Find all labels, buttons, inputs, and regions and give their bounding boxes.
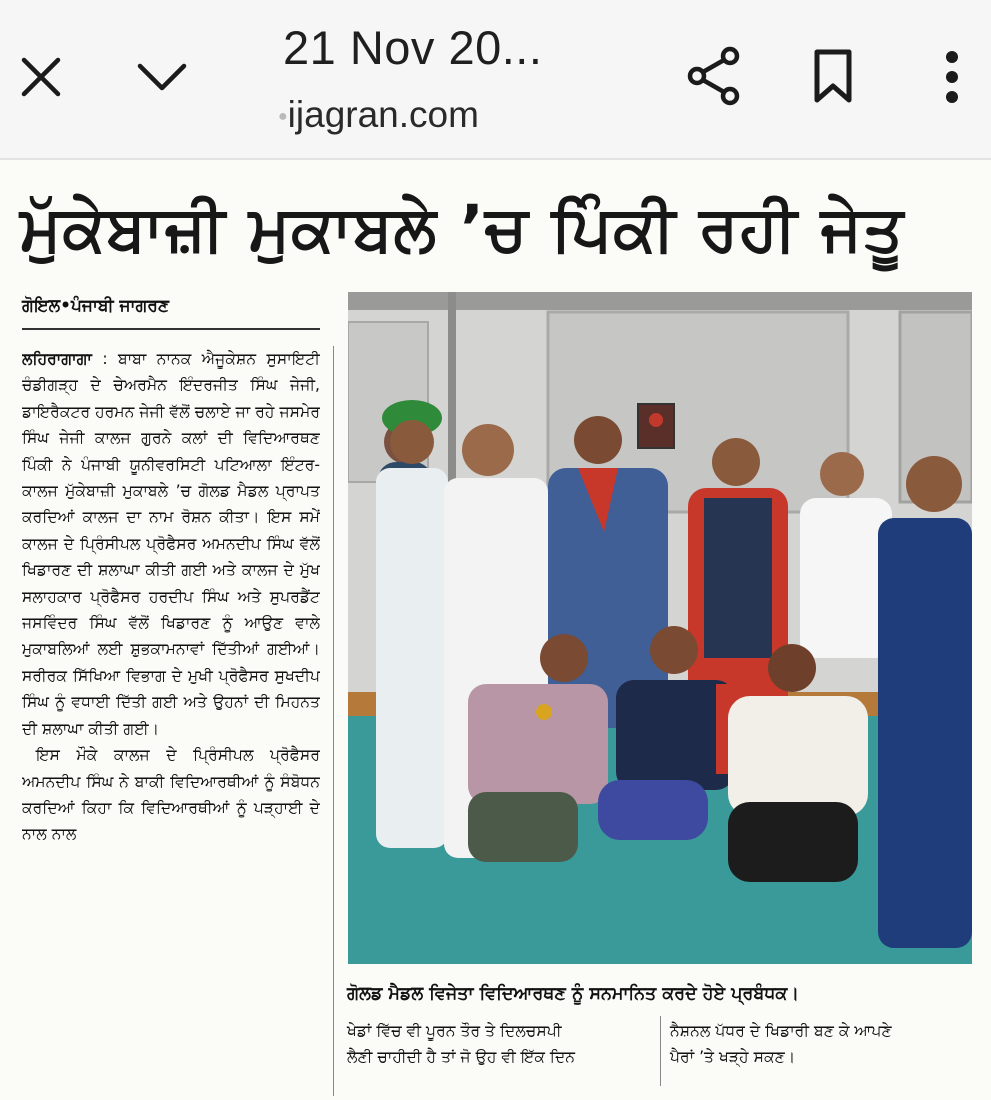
bookmark-icon xyxy=(813,48,853,104)
byline-divider xyxy=(22,328,320,330)
column-divider-2 xyxy=(660,1016,661,1086)
photo-caption: ਗੋਲਡ ਮੈਡਲ ਵਿਜੇਤਾ ਵਿਦਿਆਰਥਣ ਨੂੰ ਸਨਮਾਨਿਤ ਕਰਦੇ ਹੋਏ ਪ੍ਰਬੰਧਕ। xyxy=(347,984,800,1004)
more-options-button[interactable] xyxy=(932,46,972,108)
column-3-line-1: ਨੈਸ਼ਨਲ ਪੱਧਰ ਦੇ ਖਿਡਾਰੀ ਬਣ ਕੇ ਆਪਣੇ xyxy=(670,1022,892,1040)
dateline: ਲਹਿਰਾਗਾਗਾ xyxy=(22,350,92,368)
share-icon xyxy=(686,46,742,106)
close-icon xyxy=(20,56,62,98)
collapse-button[interactable] xyxy=(132,50,192,104)
newspaper-clipping xyxy=(0,160,991,1100)
article-headline: ਮੁੱਕੇਬਾਜ਼ੀ ਮੁਕਾਬਲੇ ’ਚ ਪਿੰਕੀ ਰਹੀ ਜੇਤੂ xyxy=(20,192,905,265)
more-vert-icon xyxy=(944,49,960,105)
browser-toolbar xyxy=(0,0,991,160)
column-2-line-1: ਖੇਡਾਂ ਵਿੱਚ ਵੀ ਪੂਰਨ ਤੌਰ ਤੇ ਦਿਲਚਸਪੀ xyxy=(347,1022,562,1040)
article-photo xyxy=(348,292,972,964)
bookmark-button[interactable] xyxy=(806,44,860,108)
article-paragraph-2: ਇਸ ਮੌਕੇ ਕਾਲਜ ਦੇ ਪ੍ਰਿੰਸੀਪਲ ਪ੍ਰੋਫੈਸਰ ਅਮਨਦੀਪ ਸਿੰਘ ਨੇ ਬਾਕੀ ਵਿਦਿਆਰਥੀਆਂ ਨੂੰ ਸੰਬੋਧਨ ਕਰਦਿਆਂ ਕਿਹਾ ਕਿ ਵਿਦਿਆਰਥੀਆਂ ਨੂੰ ਪੜ੍ਹਾਈ ਦੇ ਨਾਲ ਨਾਲ xyxy=(22,746,320,844)
url-text: ijagran.com xyxy=(287,94,479,135)
column-3-line-2: ਪੈਰਾਂ ’ਤੇ ਖੜ੍ਹੇ ਸਕਣ। xyxy=(670,1048,796,1067)
article-byline: ਗੋਇਲ•ਪੰਜਾਬੀ ਜਾਗਰਣ xyxy=(22,296,169,316)
group-photo xyxy=(348,292,972,964)
article-column-2 xyxy=(347,1018,652,1071)
close-button[interactable] xyxy=(14,50,68,104)
share-button[interactable] xyxy=(682,42,746,110)
chevron-down-icon xyxy=(136,62,188,92)
paragraph-1-text: : ਬਾਬਾ ਨਾਨਕ ਐਜੂਕੇਸ਼ਨ ਸੁਸਾਇਟੀ ਚੰਡੀਗੜ੍ਹ ਦੇ ਚੇਅਰਮੈਨ ਇੰਦਰਜੀਤ ਸਿੰਘ ਜੇਜੀ, ਡਾਇਰੈਕਟਰ ਹਰਮਨ ਜੇਜੀ ਵੱਲੋਂ ਚਲਾਏ ਜਾ ਰਹੇ ਜਸਮੇਰ ਸਿੰਘ ਜੇਜੀ ਕਾਲਜ ਗੁਰਨੇ ਕਲਾਂ ਦੀ ਵਿਦਿਆਰਥਣ ਪਿੰਕੀ ਨੇ ਪੰਜਾਬੀ ਯੂਨੀਵਰਸਿਟੀ ਪਟਿਆਲਾ ਇੰਟਰ-ਕਾਲਜ ਮੁੱਕੇਬਾਜ਼ੀ ਮੁਕਾਬਲੇ ’ਚ ਗੋਲਡ ਮੈਡਲ ਪ੍ਰਾਪਤ ਕਰਦਿਆਂ ਕਾਲਜ ਦਾ ਨਾਮ ਰੋਸ਼ਨ ਕੀਤਾ। ਇਸ ਸਮੇਂ ਕਾਲਜ ਦੇ ਪ੍ਰਿੰਸੀਪਲ ਪ੍ਰੋਫੈਸਰ ਅਮਨਦੀਪ ਸਿੰਘ ਵੱਲੋਂ ਖਿਡਾਰਣ ਦੀ ਸ਼ਲਾਘਾ ਕੀਤੀ ਗਈ ਅਤੇ ਕਾਲਜ ਦੇ ਮੁੱਖ ਸਲਾਹਕਾਰ ਪ੍ਰੋਫੈਸਰ ਹਰਦੀਪ ਸਿੰਘ ਅਤੇ ਸੁਪਰਡੈਂਟ ਜਸਵਿੰਦਰ ਸਿੰਘ ਵੱਲੋਂ ਖਿਡਾਰਣ ਨੂੰ ਆਉਣ ਵਾਲੇ ਮੁਕਾਬਲਿਆਂ ਲਈ ਸ਼ੁਭਕਾਮਨਾਵਾਂ ਦਿੱਤੀਆਂ ਗਈਆਂ। ਸਰੀਰਕ ਸਿੱਖਿਆ ਵਿਭਾਗ ਦੇ ਮੁਖੀ ਪ੍ਰੋਫੈਸਰ ਸੁਖਦੀਪ ਸਿੰਘ ਨੂੰ ਵਧਾਈ ਦਿੱਤੀ ਗਈ ਅਤੇ ਉਹਨਾਂ ਦੀ ਮਿਹਨਤ ਦੀ ਸ਼ਲਾਘਾ ਕੀਤੀ ਗਈ। xyxy=(22,350,320,738)
column-2-line-2: ਲੈਣੀ ਚਾਹੀਦੀ ਹੈ ਤਾਂ ਜੋ ਉਹ ਵੀ ਇੱਕ ਦਿਨ xyxy=(347,1048,576,1067)
article-column-1 xyxy=(22,346,320,1036)
page-title: 21 Nov 20... xyxy=(283,21,543,74)
page-url[interactable] xyxy=(278,94,479,136)
url-fade: ● xyxy=(278,108,288,126)
column-divider-1 xyxy=(333,346,334,1096)
article-paragraph-1 xyxy=(22,346,320,742)
article-column-3 xyxy=(670,1018,980,1071)
